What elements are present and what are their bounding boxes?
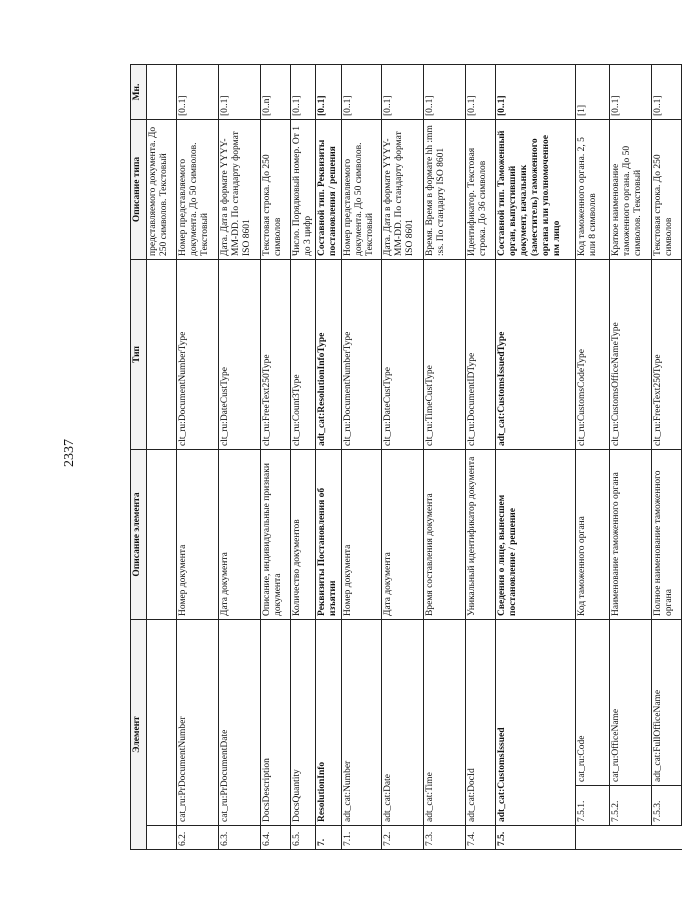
- cell-element-desc: Время составления документа: [424, 449, 466, 619]
- cell-multiplicity: [0..1]: [291, 64, 316, 119]
- cell-type: clt_ru:Count3Type: [291, 259, 316, 449]
- cell-element-desc: Дата документа: [382, 449, 424, 619]
- table-row: [496, 64, 576, 849]
- cell-element-desc: [147, 449, 177, 619]
- cell-element-desc: Сведения о лице, вынесшем постановление / решение: [496, 449, 576, 619]
- cell-element-desc: Уникальный идентификатор документа: [466, 449, 496, 619]
- table-row: [342, 64, 382, 849]
- cell-type-desc: Код таможенного органа. 2, 5 или 8 символов: [576, 119, 610, 259]
- cell-num: [652, 826, 682, 850]
- cell-type: clt_ru:DocumentNumberType: [177, 259, 219, 449]
- cell-type-desc: Составной тип. Таможенный орган, выпустивший документ, начальник (заместитель) таможенного органа или уполномоченное им лицо: [496, 119, 576, 259]
- cell-type-desc: Число. Порядковый номер. От 1 до 3 цифр: [291, 119, 316, 259]
- cell-multiplicity: [0..1]: [610, 64, 652, 119]
- cell-type-desc: Идентификатор. Текстовая строка. До 36 символов: [466, 119, 496, 259]
- cell-type: [147, 259, 177, 449]
- table-row: [291, 64, 316, 849]
- table-viewport: [130, 65, 674, 850]
- cell-num: 6.3.: [219, 826, 261, 850]
- header-element-desc: Описание элемента: [131, 449, 147, 619]
- cell-element-desc: Дата документа: [219, 449, 261, 619]
- cell-element: ResolutionInfo: [316, 619, 342, 825]
- cell-subnum: 7.5.1.: [576, 786, 610, 826]
- cell-multiplicity: [0..n]: [261, 64, 291, 119]
- table-row: [466, 64, 496, 849]
- table-row: [610, 64, 652, 849]
- cell-type: clt_ru:TimeCustType: [424, 259, 466, 449]
- cell-type: clt_ru:DocumentIDType: [466, 259, 496, 449]
- cell-type-desc: Номер представляемого документа. До 50 символов. Текстовый: [342, 119, 382, 259]
- table-row: [147, 64, 177, 849]
- cell-element-desc: Полное наименование таможенного органа: [652, 449, 682, 619]
- cell-multiplicity: [0..1]: [177, 64, 219, 119]
- cell-multiplicity: [0..1]: [424, 64, 466, 119]
- cell-element: adt_cat:Date: [382, 619, 424, 825]
- cell-element-desc: Номер документа: [177, 449, 219, 619]
- cell-element-desc: Описание, индивидуальные признаки документа: [261, 449, 291, 619]
- cell-type-desc: Текстовая строка. До 250 символов: [652, 119, 682, 259]
- cell-type: clt_ru:CustomsCodeType: [576, 259, 610, 449]
- table-row: [261, 64, 291, 849]
- cell-element: adt_cat:Number: [342, 619, 382, 825]
- cell-element-desc: Наименование таможенного органа: [610, 449, 652, 619]
- cell-num: 7.2.: [382, 826, 424, 850]
- cell-num: 7.5.: [496, 826, 576, 850]
- cell-multiplicity: [0..1]: [342, 64, 382, 119]
- cell-num: 7.1.: [342, 826, 382, 850]
- cell-element: cat_ru:PrDocumentDate: [219, 619, 261, 825]
- cell-num: 6.5.: [291, 826, 316, 850]
- cell-multiplicity: [1]: [576, 64, 610, 119]
- cell-element: cat_ru:PrDocumentNumber: [177, 619, 219, 825]
- cell-element: adt_cat:DocId: [466, 619, 496, 825]
- header-type-desc: Описание типа: [131, 119, 147, 259]
- cell-type-desc: Время. Время в формате hh :mm :ss. По стандарту ISO 8601: [424, 119, 466, 259]
- schema-table: [130, 64, 682, 850]
- cell-element: DocsQuantity: [291, 619, 316, 825]
- table-header-row: [131, 64, 147, 849]
- cell-element: adt_cat:CustomsIssued: [496, 619, 576, 825]
- cell-multiplicity: [0..1]: [466, 64, 496, 119]
- table-row: [316, 64, 342, 849]
- cell-type: clt_ru:FreeText250Type: [261, 259, 291, 449]
- cell-num: [610, 826, 652, 850]
- cell-subnum: 7.5.2.: [610, 786, 652, 826]
- cell-element: adt_cat:FullOfficeName: [652, 619, 682, 785]
- table-row: [424, 64, 466, 849]
- table-row: [652, 64, 682, 849]
- cell-element: cat_ru:Code: [576, 619, 610, 785]
- cell-element: adt_cat:Time: [424, 619, 466, 825]
- cell-element-desc: Код таможенного органа: [576, 449, 610, 619]
- cell-element: [147, 619, 177, 825]
- cell-type: adt_cat:CustomsIssuedType: [496, 259, 576, 449]
- cell-element-desc: Номер документа: [342, 449, 382, 619]
- table-row: [219, 64, 261, 849]
- cell-num: 7.: [316, 826, 342, 850]
- cell-type: adt_cat:ResolutionInfoType: [316, 259, 342, 449]
- cell-element-desc: Реквизиты Постановления об изъятии: [316, 449, 342, 619]
- cell-type: clt_ru:DateCustType: [382, 259, 424, 449]
- cell-num: 7.3.: [424, 826, 466, 850]
- cell-element-desc: Количество документов: [291, 449, 316, 619]
- page-number: 2337: [62, 439, 77, 467]
- header-element: Элемент: [131, 619, 147, 849]
- cell-multiplicity: [0..1]: [496, 64, 576, 119]
- cell-type-desc: Краткое наименование таможенного органа. До 50 символов. Текстовый: [610, 119, 652, 259]
- table-row: [382, 64, 424, 849]
- cell-num: 6.4.: [261, 826, 291, 850]
- cell-type-desc: Текстовая строка. До 250 символов: [261, 119, 291, 259]
- table-row: [576, 64, 610, 849]
- cell-type: clt_ru:FreeText250Type: [652, 259, 682, 449]
- cell-num: [576, 826, 610, 850]
- cell-element: DocsDescription: [261, 619, 291, 825]
- cell-type: clt_ru:CustomsOfficeNameType: [610, 259, 652, 449]
- cell-type-desc: Дата. Дата в формате YYYY-MM-DD. По стандарту формат ISO 8601: [219, 119, 261, 259]
- cell-type-desc: представляемого документа. До 250 символов. Текстовый: [147, 119, 177, 259]
- header-multiplicity: Мн.: [131, 64, 147, 119]
- cell-type-desc: Номер представляемого документа. До 50 символов. Текстовый: [177, 119, 219, 259]
- table-row: [177, 64, 219, 849]
- cell-type-desc: Составной тип. Реквизиты постановления / решения: [316, 119, 342, 259]
- cell-multiplicity: [0..1]: [382, 64, 424, 119]
- rotated-table-container: [130, 65, 674, 850]
- cell-multiplicity: [0..1]: [316, 64, 342, 119]
- cell-type-desc: Дата. Дата в формате YYYY-MM-DD. По стандарту формат ISO 8601: [382, 119, 424, 259]
- header-type: Тип: [131, 259, 147, 449]
- cell-multiplicity: [0..1]: [652, 64, 682, 119]
- cell-multiplicity: [0..1]: [219, 64, 261, 119]
- cell-element: cat_ru:OfficeName: [610, 619, 652, 785]
- cell-num: 6.2.: [177, 826, 219, 850]
- cell-type: clt_ru:DateCustType: [219, 259, 261, 449]
- table-body: [147, 64, 682, 849]
- cell-num: 7.4.: [466, 826, 496, 850]
- cell-type: clt_ru:DocumentNumberType: [342, 259, 382, 449]
- cell-num: [147, 826, 177, 850]
- cell-subnum: 7.5.3.: [652, 786, 682, 826]
- cell-multiplicity: [147, 64, 177, 119]
